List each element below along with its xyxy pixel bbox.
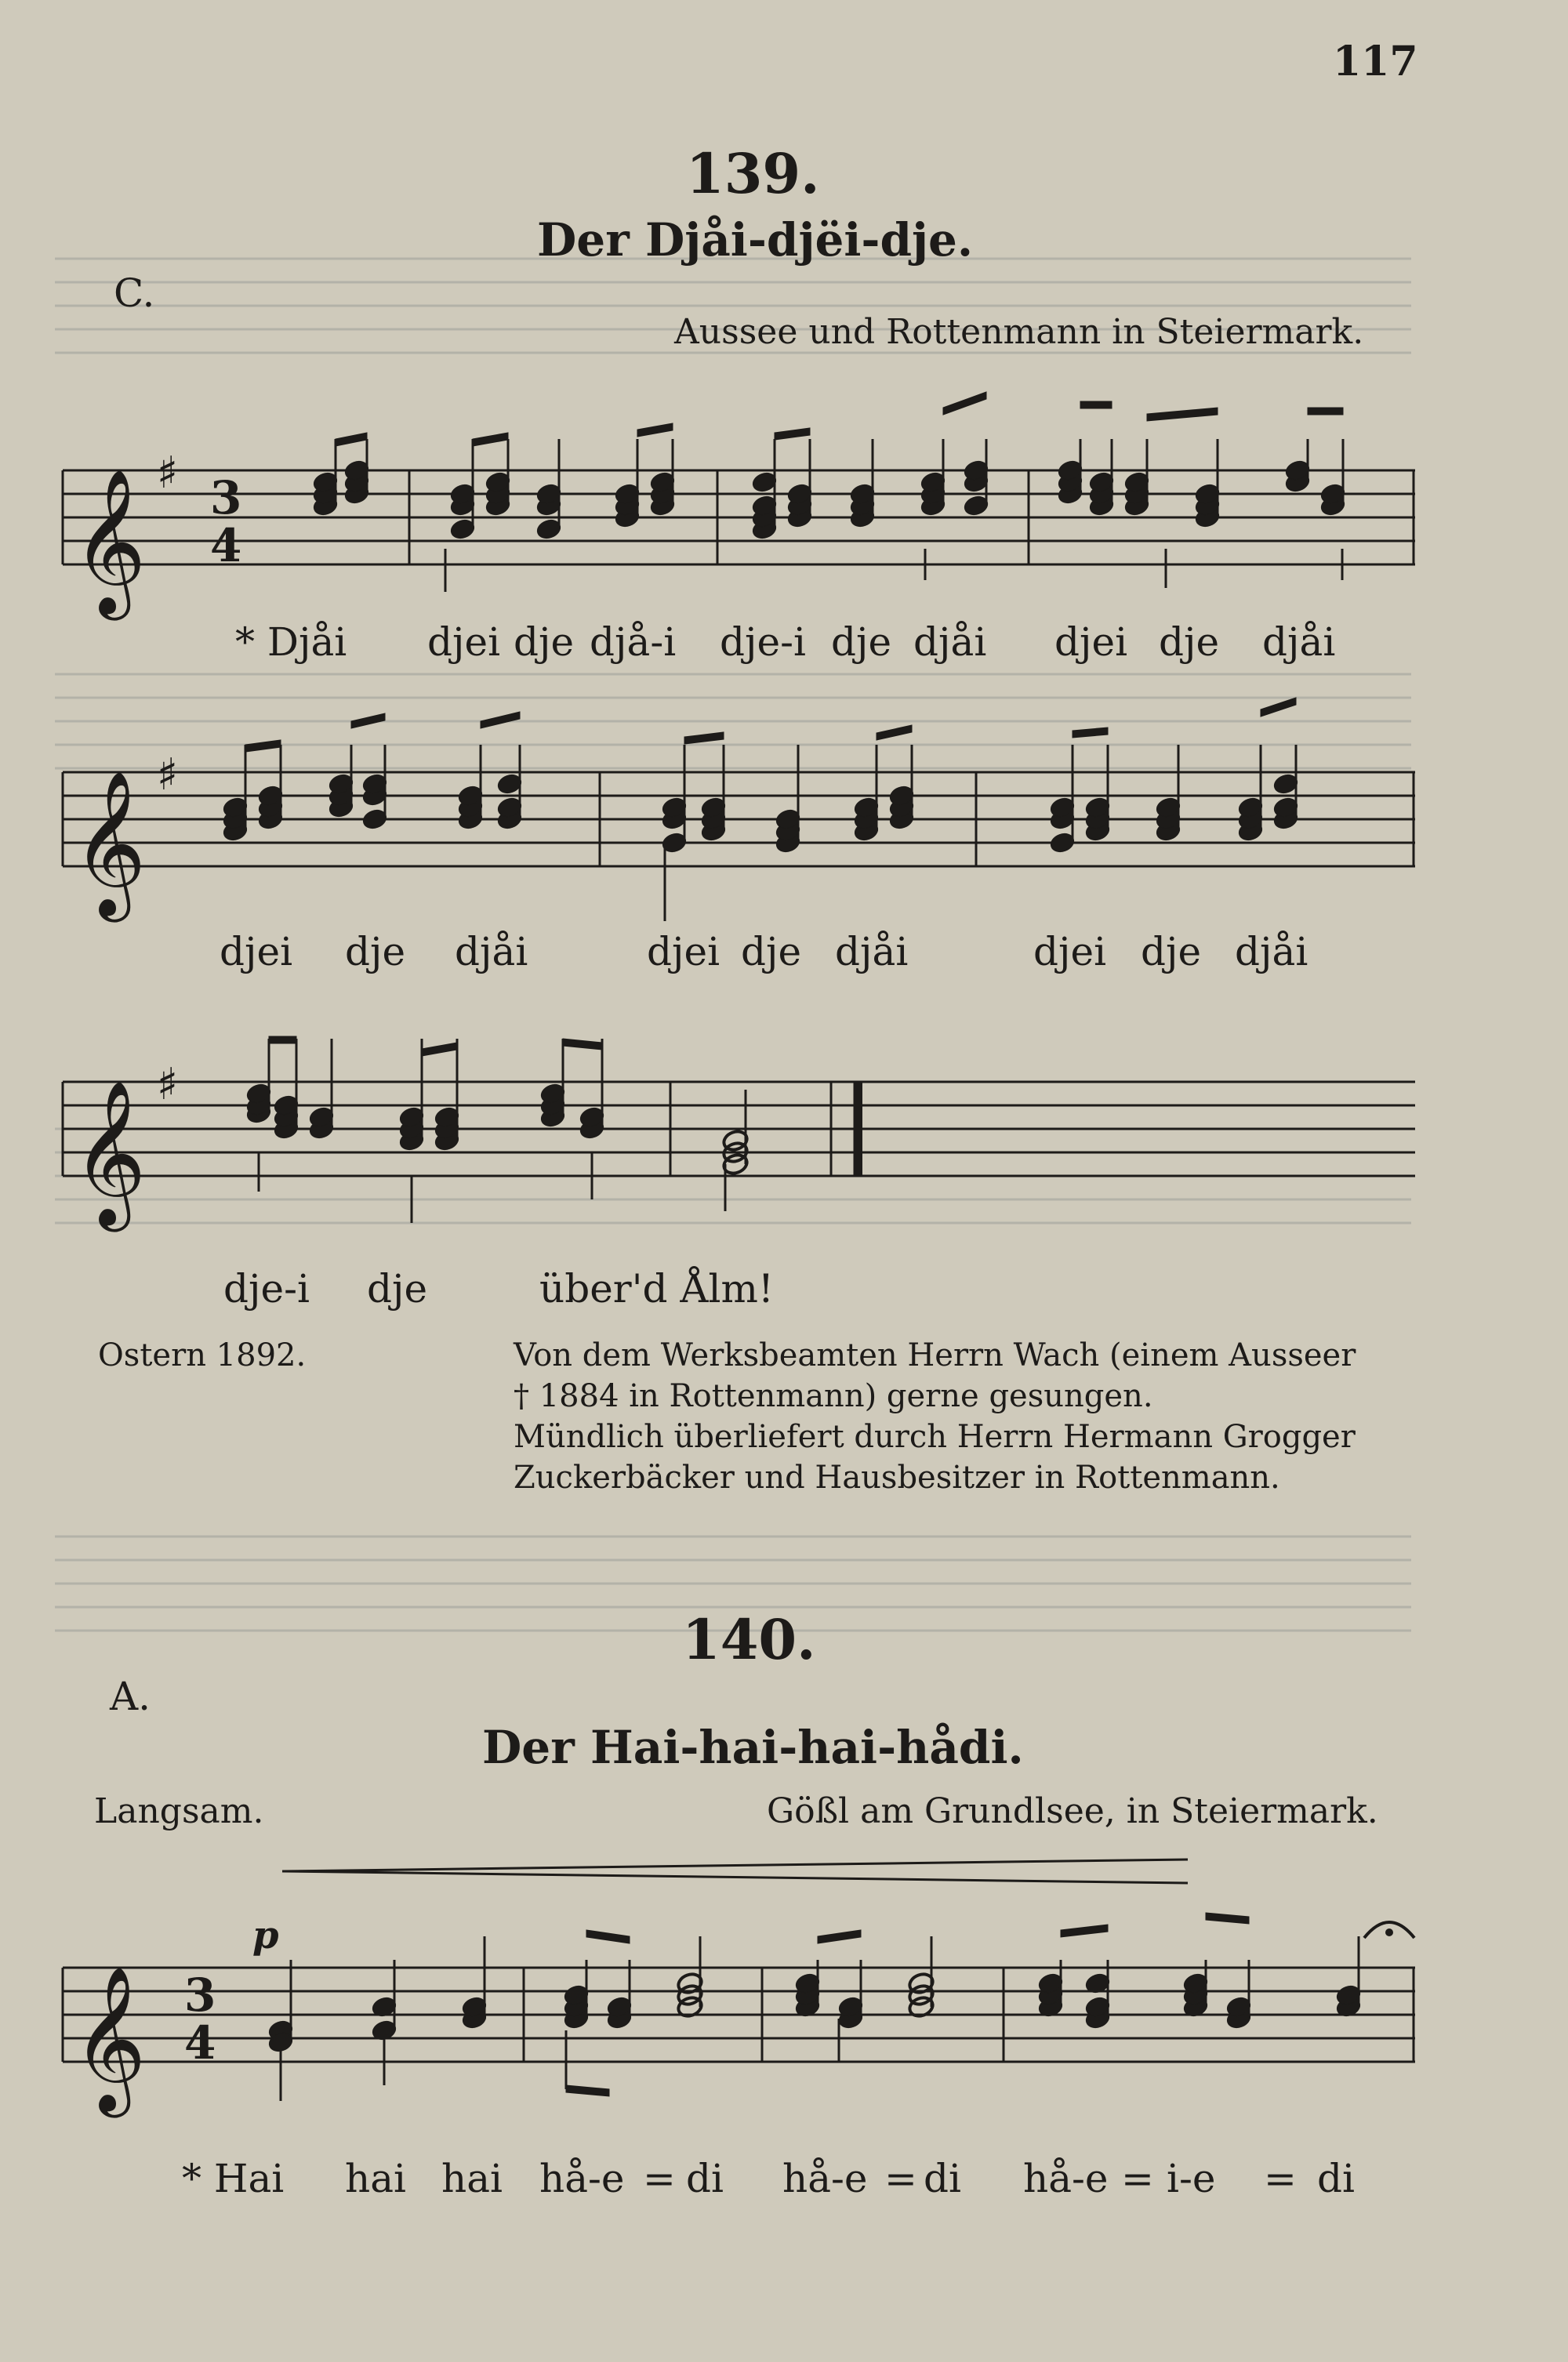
treble-clef-icon: 𝄞 xyxy=(72,1965,147,2111)
lyric-syllable: djei xyxy=(647,929,720,974)
time-signature-bottom: 4 xyxy=(184,2016,216,2070)
lyric-syllable: dje xyxy=(1159,619,1220,665)
lyric-syllable: * Hai xyxy=(182,2156,285,2201)
lyric-syllable: über'd Ålm! xyxy=(539,1266,774,1312)
note-beam xyxy=(818,1930,861,1943)
song-title: Der Djåi-djëi-dje. xyxy=(537,213,974,267)
note-beam xyxy=(473,433,508,446)
source-note-line: † 1884 in Rottenmann) gerne gesungen. xyxy=(514,1378,1153,1414)
lyric-syllable: i-e xyxy=(1167,2156,1216,2201)
lyric-syllable: hå-e xyxy=(539,2156,625,2201)
lyric-syllable: = xyxy=(1121,2156,1154,2201)
lyric-syllable: hå-e xyxy=(782,2156,868,2201)
note-beam xyxy=(943,392,986,415)
note-beam xyxy=(1308,408,1343,415)
lyric-syllable: di xyxy=(686,2156,724,2201)
note-beam xyxy=(351,713,385,728)
variant-letter: A. xyxy=(110,1674,151,1719)
source-note-line: Zuckerbäcker und Hausbesitzer in Rottenmann. xyxy=(514,1460,1280,1496)
variant-letter: C. xyxy=(114,270,155,316)
note-beam xyxy=(336,433,367,446)
song-origin: Aussee und Rottenmann in Steiermark. xyxy=(674,312,1364,352)
lyric-syllable: dje xyxy=(367,1266,428,1312)
dynamic-mark: p xyxy=(252,1914,279,1957)
lyric-syllable: hai xyxy=(345,2156,407,2201)
note-beam xyxy=(1061,1925,1108,1937)
lyric-syllable: dje xyxy=(514,619,575,665)
lyric-syllable: djei xyxy=(220,929,293,974)
hairpin-decrescendo xyxy=(282,1859,1188,1883)
lyric-syllable: djei xyxy=(1033,929,1107,974)
lyric-syllable: dje xyxy=(741,929,802,974)
source-note-line: Mündlich überliefert durch Herrn Hermann Grogger xyxy=(514,1419,1356,1455)
note-beam xyxy=(563,1039,602,1050)
sharp-icon: ♯ xyxy=(157,448,179,499)
lyric-syllable: dje-i xyxy=(720,619,806,665)
lyric-syllable: djåi xyxy=(1235,929,1308,974)
lyric-syllable: djei xyxy=(1054,619,1128,665)
note-beam xyxy=(775,428,810,440)
lyric-syllable: dje xyxy=(1141,929,1202,974)
source-note-line: Von dem Werksbeamten Herrn Wach (einem Ausseer xyxy=(514,1337,1356,1373)
note-beam xyxy=(566,2085,609,2096)
lyric-syllable: dje xyxy=(345,929,406,974)
page-number: 117 xyxy=(1333,38,1418,85)
treble-clef-icon: 𝄞 xyxy=(72,1079,147,1225)
note-beam xyxy=(245,740,281,752)
sharp-icon: ♯ xyxy=(157,1059,179,1110)
song-title: Der Hai-hai-hai-hådi. xyxy=(482,1721,1024,1774)
lyric-syllable: djåi xyxy=(913,619,987,665)
note-beam xyxy=(269,1036,296,1043)
note-beam xyxy=(684,732,724,744)
note-beam xyxy=(1261,698,1296,717)
lyric-syllable: djåi xyxy=(835,929,909,974)
time-signature-top: 3 xyxy=(210,471,242,524)
lyric-syllable: = xyxy=(884,2156,917,2201)
time-signature-top: 3 xyxy=(184,1968,216,2022)
lyric-syllable: = xyxy=(643,2156,676,2201)
lyric-syllable: di xyxy=(1317,2156,1355,2201)
lyric-syllable: djå-i xyxy=(590,619,677,665)
sharp-icon: ♯ xyxy=(157,749,179,800)
song-origin: Gößl am Grundlsee, in Steiermark. xyxy=(767,1791,1378,1831)
note-beam xyxy=(637,423,673,437)
note-beam xyxy=(1147,408,1218,421)
treble-clef-icon: 𝄞 xyxy=(72,769,147,916)
lyric-syllable: dje xyxy=(831,619,892,665)
date-note: Ostern 1892. xyxy=(98,1337,307,1373)
note-beam xyxy=(1073,727,1108,738)
time-signature-bottom: 4 xyxy=(210,519,242,572)
note-beam xyxy=(1206,1913,1249,1924)
note-beam xyxy=(1080,401,1112,408)
treble-clef-icon: 𝄞 xyxy=(72,467,147,614)
lyric-syllable: djei xyxy=(427,619,501,665)
note-beam xyxy=(422,1043,457,1056)
note-beam xyxy=(481,712,520,728)
lyric-syllable: = xyxy=(1264,2156,1297,2201)
note-beam xyxy=(586,1930,630,1943)
song-number-140: 140. xyxy=(682,1607,816,1672)
lyric-syllable: * Djåi xyxy=(235,619,347,665)
lyric-syllable: djåi xyxy=(1262,619,1336,665)
lyric-syllable: djåi xyxy=(455,929,528,974)
lyric-syllable: dje-i xyxy=(223,1266,310,1312)
lyric-syllable: hai xyxy=(441,2156,503,2201)
song-number-139: 139. xyxy=(686,141,820,206)
lyric-syllable: di xyxy=(924,2156,961,2201)
note-beam xyxy=(877,725,912,740)
lyric-syllable: hå-e xyxy=(1023,2156,1109,2201)
tempo-marking: Langsam. xyxy=(94,1791,264,1831)
